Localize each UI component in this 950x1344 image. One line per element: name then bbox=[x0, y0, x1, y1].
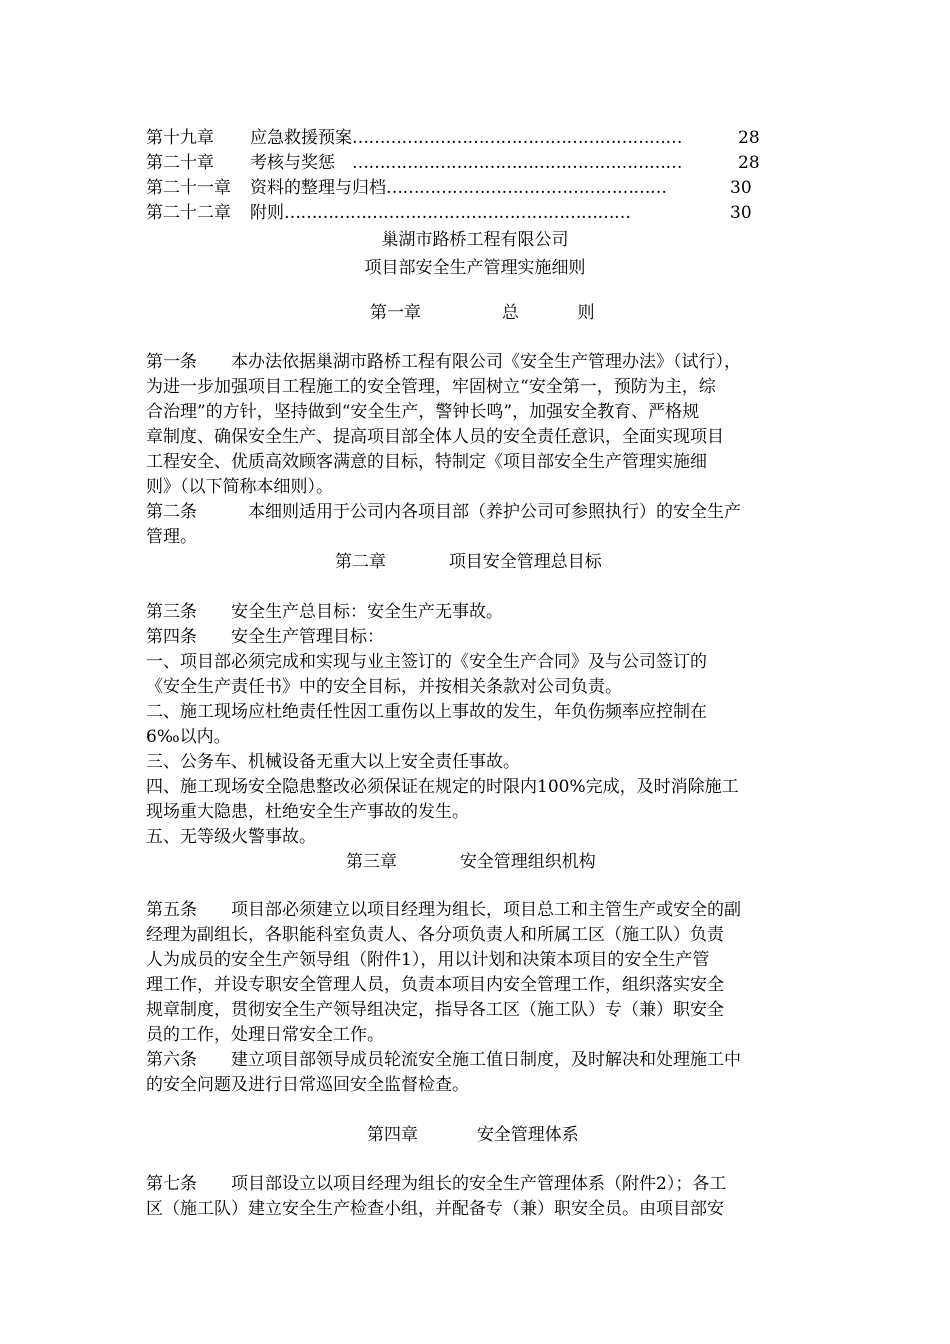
chapter-title: 安全管理体系 bbox=[476, 1125, 579, 1145]
chapter-3-line: 的安全问题及进行日常巡回安全监督检查。 bbox=[146, 1075, 469, 1095]
toc-page: 30 bbox=[730, 178, 752, 198]
chapter-2-line: 三、公务车、机械设备无重大以上安全责任事故。 bbox=[146, 752, 520, 772]
chapter-title: 安全管理组织机构 bbox=[459, 852, 596, 872]
chapter-3-line: 经理为副组长，各职能科室负责人、各分项负责人和所属工区（施工队）负责 bbox=[146, 925, 724, 945]
article-1-line: 则》（以下简称本细则）。 bbox=[146, 477, 333, 497]
article-1-line: 为进一步加强项目工程施工的安全管理，牢固树立“安全第一，预防为主，综 bbox=[146, 377, 716, 397]
chapter-3-line: 规章制度，贯彻安全生产领导组决定，指导各工区（施工队）专（兼）职安全 bbox=[146, 1000, 724, 1020]
chapter-2-line: 二、施工现场应杜绝责任性因工重伤以上事故的发生，年负伤频率应控制在 bbox=[146, 702, 707, 722]
toc-title: 应急救援预案 bbox=[250, 128, 352, 148]
chapter-number: 第三章 bbox=[346, 852, 397, 872]
chapter-2-line: 6‰以内。 bbox=[146, 727, 231, 747]
chapter-title-part: 则 bbox=[577, 303, 595, 323]
toc-row bbox=[146, 176, 766, 200]
toc-page: 30 bbox=[730, 203, 752, 223]
chapter-1-heading bbox=[370, 301, 595, 325]
article-1-line: 第一条 本办法依据巢湖市路桥工程有限公司《安全生产管理办法》（试行）， bbox=[146, 352, 741, 372]
article-1-line: 工程安全、优质高效顾客满意的目标，特制定《项目部安全生产管理实施细 bbox=[146, 452, 707, 472]
chapter-3-line: 理工作，并设专职安全管理人员，负责本项目内安全管理工作，组织落实安全 bbox=[146, 975, 724, 995]
toc-title: 资料的整理与归档 bbox=[250, 178, 386, 198]
chapter-2-line: 《安全生产责任书》中的安全目标，并按相关条款对公司负责。 bbox=[146, 677, 622, 697]
chapter-3-line: 员的工作，处理日常安全工作。 bbox=[146, 1025, 384, 1045]
chapter-3-line: 第六条 建立项目部领导成员轮流安全施工值日制度，及时解决和处理施工中 bbox=[146, 1050, 741, 1070]
chapter-2-line: 现场重大隐患，杜绝安全生产事故的发生。 bbox=[146, 802, 469, 822]
chapter-4-line: 第七条 项目部设立以项目经理为组长的安全生产管理体系（附件2）；各工 bbox=[146, 1174, 727, 1194]
company-name: 巢湖市路桥工程有限公司 bbox=[381, 230, 569, 250]
chapter-number: 第一章 bbox=[370, 303, 421, 323]
chapter-title-part: 总 bbox=[501, 303, 519, 323]
article-1-line: 章制度、确保安全生产、提高项目部全体人员的安全责任意识，全面实现项目 bbox=[146, 427, 724, 447]
toc-page: 28 bbox=[738, 153, 760, 173]
toc-chapter: 第十九章 bbox=[146, 128, 214, 148]
chapter-3-line: 第五条 项目部必须建立以项目经理为组长，项目总工和主管生产或安全的副 bbox=[146, 900, 741, 920]
toc-page: 28 bbox=[738, 128, 760, 148]
chapter-2-heading bbox=[335, 550, 602, 574]
toc-row bbox=[146, 126, 766, 150]
toc-chapter: 第二十一章 bbox=[146, 178, 231, 198]
chapter-4-line: 区（施工队）建立安全生产检查小组，并配备专（兼）职安全员。由项目部安 bbox=[146, 1199, 724, 1219]
article-1-line: 合治理”的方针，坚持做到“安全生产，警钟长鸣”，加强安全教育、严格规 bbox=[146, 402, 700, 422]
toc-row bbox=[146, 151, 766, 175]
chapter-2-line: 四、施工现场安全隐患整改必须保证在规定的时限内100%完成，及时消除施工 bbox=[146, 777, 739, 797]
toc-row bbox=[146, 201, 766, 225]
document-title: 项目部安全生产管理实施细则 bbox=[364, 258, 586, 278]
chapter-3-heading bbox=[346, 850, 596, 874]
toc-title: 考核与奖惩 bbox=[250, 153, 335, 173]
chapter-2-line: 一、项目部必须完成和实现与业主签订的《安全生产合同》及与公司签订的 bbox=[146, 652, 707, 672]
toc-title: 附则 bbox=[250, 203, 284, 223]
toc-dots: …………………………………………………… bbox=[352, 128, 682, 148]
chapter-3-line: 人为成员的安全生产领导组（附件1），用以计划和决策本项目的安全生产管 bbox=[146, 950, 710, 970]
chapter-number: 第四章 bbox=[367, 1125, 418, 1145]
toc-dots: …………………………………………… bbox=[386, 178, 667, 198]
chapter-2-line: 第三条 安全生产总目标：安全生产无事故。 bbox=[146, 602, 503, 622]
toc-chapter: 第二十章 bbox=[146, 153, 214, 173]
chapter-2-line: 五、无等级火警事故。 bbox=[146, 827, 316, 847]
chapter-title: 项目安全管理总目标 bbox=[448, 552, 602, 572]
chapter-2-line: 第四条 安全生产管理目标： bbox=[146, 627, 384, 647]
toc-dots: ……………………………………………………… bbox=[284, 203, 631, 223]
article-2-line: 第二条 本细则适用于公司内各项目部（养护公司可参照执行）的安全生产 bbox=[146, 502, 741, 522]
article-2-line: 管理。 bbox=[146, 527, 197, 547]
toc-chapter: 第二十二章 bbox=[146, 203, 231, 223]
chapter-4-heading bbox=[367, 1123, 579, 1147]
toc-dots: …………………………………………………… bbox=[352, 153, 682, 173]
chapter-number: 第二章 bbox=[335, 552, 386, 572]
